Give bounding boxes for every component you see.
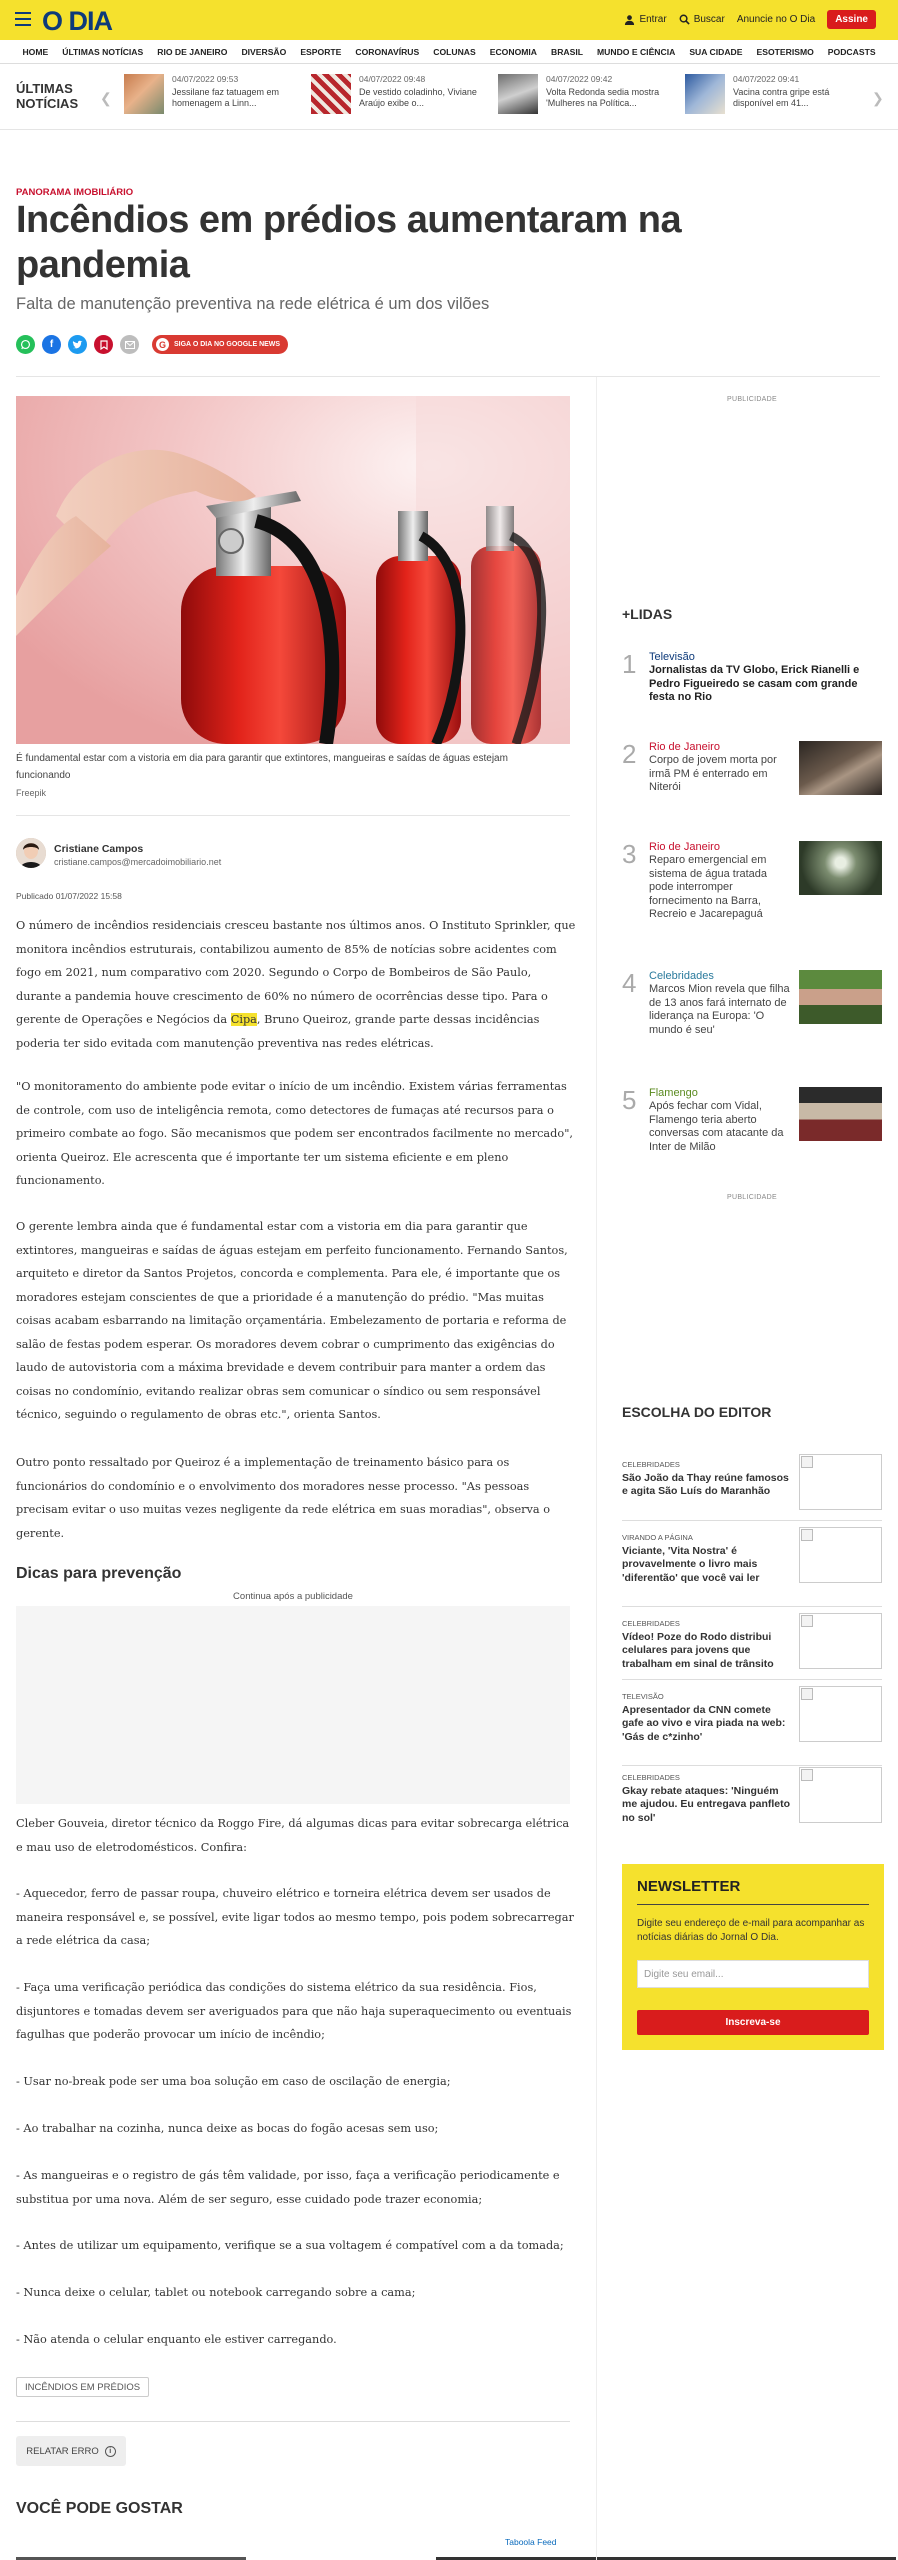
facebook-icon[interactable]: f [42, 335, 61, 354]
editor-pick-text: São João da Thay reúne famosos e agita São Luís do Maranhão [622, 1472, 789, 1498]
nav-item[interactable]: COLUNAS [433, 46, 476, 57]
nav-item[interactable]: BRASIL [551, 46, 583, 57]
newsletter-description: Digite seu endereço de e-mail para acompanhar as notícias diárias do Jornal O Dia. [637, 1918, 865, 1943]
google-icon: G [156, 338, 169, 351]
most-read-item[interactable] [622, 1085, 882, 1170]
subscribe-newsletter-button[interactable]: Inscreva-se [637, 2010, 869, 2035]
latest-news-date: 04/07/2022 09:48 [359, 74, 426, 84]
site-logo[interactable]: O DIA [42, 6, 113, 36]
broken-image-icon [799, 1527, 882, 1583]
divider [622, 1520, 882, 1521]
nav-item[interactable]: RIO DE JANEIRO [157, 46, 228, 57]
article-paragraph [16, 914, 576, 1055]
latest-news-text: De vestido coladinho, Viviane Araújo exibe o... [359, 87, 477, 108]
nav-item[interactable]: ECONOMIA [489, 46, 537, 57]
most-read-text: Jornalistas da TV Globo, Erick Rianelli e Pedro Figueiredo se casam com grande festa no Rio [649, 664, 860, 704]
ad-label: PUBLICIDADE [727, 1194, 777, 1201]
divider [16, 2421, 570, 2422]
user-icon [624, 14, 635, 25]
image-caption: É fundamental estar com a vistoria em dia para garantir que extintores, mangueiras e saídas de águas estejam funcionando [16, 753, 508, 781]
nav-item[interactable]: CORONAVÍRUS [355, 46, 420, 57]
divider [16, 376, 880, 377]
article-kicker[interactable]: PANORAMA IMOBILIÁRIO [16, 187, 134, 198]
publish-date: Publicado 01/07/2022 15:58 [16, 891, 122, 901]
latest-news-text: Vacina contra gripe está disponível em 41... [733, 87, 830, 108]
editor-pick-text: Apresentador da CNN comete gafe ao vivo e vira piada na web: 'Gás de c*zinho' [622, 1704, 786, 1743]
most-read-category: Celebridades [649, 970, 714, 982]
latest-news-item[interactable] [685, 74, 861, 120]
most-read-text: Corpo de jovem morta por irmã PM é enterrado em Niterói [649, 754, 777, 794]
broken-image-icon [799, 1767, 882, 1823]
ad-slot [16, 1606, 570, 1804]
latest-news-strip [0, 64, 898, 130]
latest-news-title [16, 81, 78, 111]
broken-image-icon [799, 1454, 882, 1510]
broken-image-icon [799, 1613, 882, 1669]
latest-news-text: Jessilane faz tatuagem em homenagem a Linn... [172, 87, 280, 108]
editor-pick-item[interactable] [622, 1533, 882, 1611]
sidebar-divider [596, 377, 597, 2560]
taboola-feed-label[interactable]: Taboola Feed [505, 2537, 557, 2547]
google-news-label-pre: SIGA [174, 341, 191, 348]
article-paragraph: Cleber Gouveia, diretor técnico da Roggo Fire, dá algumas dicas para evitar sobrecarga elétrica e mau uso de eletrodomésticos. Confira: [16, 1817, 570, 1854]
nav-item[interactable]: DIVERSÃO [241, 46, 287, 57]
nav-item[interactable]: HOME [22, 46, 49, 57]
latest-news-thumbnail [311, 74, 351, 114]
article-subtitle: Falta de manutenção preventiva na rede elétrica é um dos vilões [16, 295, 490, 313]
login-link[interactable] [624, 14, 666, 25]
editor-pick-category: CELEBRIDADES [622, 1619, 680, 1628]
section-subheading: Dicas para prevenção [16, 1565, 182, 1582]
editor-picks-title: ESCOLHA DO EDITOR [622, 1404, 772, 1420]
most-read-category: Televisão [649, 651, 695, 663]
latest-news-thumbnail [124, 74, 164, 114]
rank-number: 3 [622, 839, 637, 869]
newsletter-title: NEWSLETTER [637, 1878, 741, 1895]
whatsapp-icon[interactable] [16, 335, 35, 354]
tip-item: - Nunca deixe o celular, tablet ou notebook carregando sobre a cama; [16, 2286, 416, 2299]
share-bar [16, 335, 288, 354]
image-credit: Freepik [16, 788, 47, 798]
email-field[interactable]: Digite seu email... [637, 1960, 869, 1988]
tip-item: - Usar no-break pode ser uma boa solução em caso de oscilação de energia; [16, 2075, 451, 2088]
article-paragraph: "O monitoramento do ambiente pode evitar o início de um incêndio. Existem várias ferramentas de controle, com uso de inteligência remota, como detectores de fumaças até recursos para o primeiro combate ao fogo. São mecanismos que podem ser encontrados facilmente no mercado", orienta Queiroz. Ele acrescenta que é importante ter um sistema eficiente e em pleno funcionamento. [16, 1080, 573, 1187]
report-error-button[interactable] [16, 2436, 126, 2466]
editor-pick-category: VIRANDO A PÁGINA [622, 1533, 693, 1542]
google-news-brand: O DIA [192, 341, 212, 348]
email-icon[interactable] [120, 335, 139, 354]
nav-item[interactable]: PODCASTS [827, 46, 876, 57]
latest-news-thumbnail [498, 74, 538, 114]
info-icon: i [105, 2446, 116, 2457]
tip-item: - Aquecedor, ferro de passar roupa, chuveiro elétrico e torneira elétrica devem ser usados de maneira responsável e, se possível, evite ligar todos ao mesmo tempo, pois podem sobrecarregar a rede elétrica da casa; [16, 1887, 574, 1947]
tip-item: - Faça uma verificação periódica das condições do sistema elétrico da sua residência. Fios, disjuntores e tomadas devem ser averiguados para que não haja superaquecimento ou eventuais fagulhas que poderão provocar um início de incêndio; [16, 1981, 572, 2041]
latest-news-text: Volta Redonda sedia mostra 'Mulheres na Política... [546, 87, 660, 108]
nav-item[interactable]: ESPORTE [300, 46, 342, 57]
tip-item: - Não atenda o celular enquanto ele estiver carregando. [16, 2333, 337, 2346]
nav-item[interactable]: SUA CIDADE [689, 46, 743, 57]
bookmark-icon[interactable] [94, 335, 113, 354]
editor-pick-item[interactable] [622, 1692, 882, 1770]
most-read-thumbnail [799, 1087, 882, 1141]
divider [622, 1606, 882, 1607]
editor-pick-category: TELEVISÃO [622, 1692, 664, 1701]
latest-news-item[interactable] [498, 74, 674, 120]
login-label: Entrar [639, 14, 667, 26]
nav-item[interactable]: MUNDO E CIÊNCIA [597, 46, 676, 57]
rank-number: 5 [622, 1085, 637, 1115]
most-read-title: +LIDAS [622, 606, 673, 622]
recommendations-title: VOCÊ PODE GOSTAR [16, 2500, 183, 2517]
article-tag[interactable]: INCÊNDIOS EM PRÉDIOS [16, 2377, 149, 2397]
search-link[interactable] [679, 14, 725, 25]
newsletter-box [622, 1864, 884, 2050]
avatar [16, 838, 46, 868]
search-icon [679, 14, 690, 25]
broken-image-icon [799, 1686, 882, 1742]
google-news-label-post: NO GOOGLE NEWS [213, 341, 281, 348]
menu-icon[interactable] [15, 12, 31, 26]
recommendation-strip [16, 2554, 896, 2560]
latest-news-date: 04/07/2022 09:42 [546, 74, 613, 84]
latest-news-date: 04/07/2022 09:41 [733, 74, 800, 84]
most-read-item[interactable] [622, 739, 882, 824]
nav-item[interactable]: ESOTERISMO [756, 46, 814, 57]
latest-news-item[interactable] [124, 74, 300, 120]
most-read-thumbnail [799, 741, 882, 795]
search-label: Buscar [693, 14, 725, 26]
article-paragraph: O gerente lembra ainda que é fundamental estar com a vistoria em dia para garantir que extintores, mangueiras e saídas de águas estejam em perfeito funcionamento. Fernando Santos, arquiteto e diretor da Santos Projetos, concorda e complementa. Para ele, é importante que os moradores estejam conscientes de que a prioridade é a manutenção do prédio. "Mas muitas coisas acabam esbarrando na limitação orçamentária. Embelezamento de portaria e reforma de salão de festas podem esperar. Os moradores devem cobrar o cumprimento das exigências do laudo de autovistoria com a máxima brevidade e devem contribuir para manter a ordem das coisas no condomínio, evitando realizar obras sem comunicar o síndico ou sem responsável técnico, seguindo o regulamento de obras etc.", orienta Santos. [16, 1220, 568, 1421]
tip-item: - As mangueiras e o registro de gás têm validade, por isso, faça a verificação periodicamente e substitua por uma nova. Além de ser seguro, esse cuidado pode trazer economia; [16, 2169, 560, 2206]
rank-number: 2 [622, 739, 637, 769]
article-headline: Incêndios em prédios aumentaram na pandemia [16, 199, 682, 286]
top-bar [0, 0, 898, 40]
rank-number: 1 [622, 649, 637, 679]
ad-notice: Continua após a publicidade [233, 1591, 353, 1602]
latest-news-thumbnail [685, 74, 725, 114]
most-read-item[interactable] [622, 968, 882, 1053]
most-read-thumbnail [799, 841, 882, 895]
latest-news-title-line: NOTÍCIAS [16, 96, 79, 111]
most-read-category: Flamengo [649, 1087, 698, 1099]
divider [622, 1765, 882, 1766]
divider [622, 1679, 882, 1680]
author-name[interactable]: Cristiane Campos [54, 843, 144, 855]
most-read-item[interactable] [622, 649, 882, 734]
divider [16, 815, 570, 816]
most-read-text: Marcos Mion revela que filha de 13 anos fará internato de liderança na Europa: 'O mundo é seu' [649, 983, 790, 1036]
latest-news-title-line: ÚLTIMAS [16, 81, 73, 96]
editor-pick-text: Vídeo! Poze do Rodo distribui celulares para jovens que trabalham em sinal de trânsito [622, 1631, 774, 1670]
twitter-icon[interactable] [68, 335, 87, 354]
latest-news-item[interactable] [311, 74, 487, 120]
nav-item[interactable]: ÚLTIMAS NOTÍCIAS [62, 46, 144, 57]
rank-number: 4 [622, 968, 637, 998]
header-actions [624, 10, 876, 29]
hero-image [16, 396, 570, 744]
most-read-category: Rio de Janeiro [649, 741, 720, 753]
editor-pick-text: Gkay rebate ataques: 'Ninguém me ajudou. Eu entregava panfleto no sol' [622, 1785, 791, 1824]
paragraph-text: O número de incêndios residenciais cresceu bastante nos últimos anos. O Instituto Sprinkler, que monitora incêndios estruturais, contabilizou aumento de 85% de notícias sobre acidentes com fogo em 2021, num comparativo com 2020. Segundo o Corpo de Bombeiros de São Paulo, durante a pandemia houve crescimento de 60% no número de ocorrências desse tipo. Para o gerente de Operações e Negócios da [16, 919, 576, 1026]
editor-pick-item[interactable] [622, 1773, 882, 1851]
fire-extinguisher-photo [16, 396, 570, 744]
company-link[interactable]: Cipa [230, 1013, 257, 1026]
subscribe-button[interactable]: Assine [827, 10, 876, 29]
author-email[interactable]: cristiane.campos@mercadoimobiliario.net [54, 857, 222, 867]
report-error-label: RELATAR ERRO [26, 2445, 99, 2457]
article-paragraph: Outro ponto ressaltado por Queiroz é a implementação de treinamento básico para os funcionários do condomínio e o envolvimento dos moradores nesse processo. "As pessoas precisam evitar o uso muitas vezes negligente da rede elétrica em suas moradias", observa o gerente. [16, 1456, 551, 1540]
paragraph-text: , Bruno Queiroz, grande parte dessas incidências poderia ter sido evitada com manutenção preventiva nas redes elétricas. [16, 1013, 540, 1050]
chevron-right-icon[interactable]: ❯ [872, 90, 884, 106]
editor-pick-category: CELEBRIDADES [622, 1773, 680, 1782]
divider [637, 1904, 869, 1905]
latest-news-date: 04/07/2022 09:53 [172, 74, 239, 84]
main-nav [0, 40, 898, 64]
google-news-label [174, 341, 280, 348]
most-read-category: Rio de Janeiro [649, 841, 720, 853]
ad-label: PUBLICIDADE [727, 396, 777, 403]
tip-item: - Ao trabalhar na cozinha, nunca deixe as bocas do fogão acesas sem uso; [16, 2122, 439, 2135]
chevron-left-icon[interactable]: ❮ [100, 90, 112, 106]
most-read-text: Após fechar com Vidal, Flamengo teria aberto conversas com atacante da Inter de Milão [649, 1100, 784, 1153]
editor-pick-category: CELEBRIDADES [622, 1460, 680, 1469]
editor-pick-text: Viciante, 'Vita Nostra' é provavelmente o livro mais 'diferentão' que você vai ler [622, 1545, 760, 1584]
advertise-link[interactable]: Anuncie no O Dia [736, 14, 816, 25]
most-read-thumbnail [799, 970, 882, 1024]
most-read-item[interactable] [622, 839, 882, 924]
google-news-button[interactable] [152, 335, 288, 354]
tip-item: - Antes de utilizar um equipamento, verifique se a sua voltagem é compatível com a da tomada; [16, 2239, 564, 2252]
most-read-text: Reparo emergencial em sistema de água tratada pode interromper fornecimento na Barra, Recreio e Jacarepaguá [649, 854, 768, 921]
